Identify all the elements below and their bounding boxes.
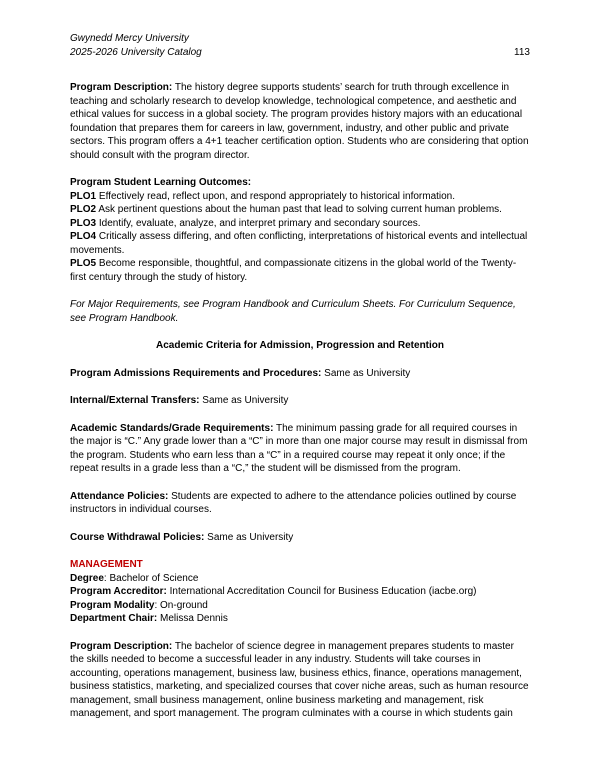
history-program-description-text: The history degree supports students’ search for truth through excellence in teaching and scholarly research to develop knowledge, technological competence, and aesthetic and ethical values for success in a global society. The program provides history majors with an educational foundation that prepares them for careers in law, government, industry, and other public and private sectors. This program offers a 4+1 teacher certification option. Students who are considering that option should consult with the program director. <box>70 82 529 161</box>
admissions-requirements-text: Same as University <box>321 367 411 379</box>
plo-item-5-label: PLO5 <box>70 258 97 269</box>
plo-item-5-text: Become responsible, thoughtful, and compassionate citizens in the global world of the Twenty-first century through the study of history. <box>70 258 517 283</box>
admissions-requirements-label: Program Admissions Requirements and Procedures: <box>70 367 322 379</box>
management-degree <box>70 572 530 586</box>
handbook-note: For Major Requirements, see Program Handbook and Curriculum Sheets. For Curriculum Sequence, see Program Handbook. <box>70 299 516 324</box>
internal-external-transfers-label: Internal/External Transfers: <box>70 395 200 406</box>
management-program-description <box>70 640 530 721</box>
management-accreditor <box>70 585 530 599</box>
plo-item-5 <box>70 257 530 284</box>
catalog-title: 2025-2026 University Catalog <box>70 46 202 58</box>
management-accreditor-text: International Accreditation Council for Business Education (iacbe.org) <box>166 586 477 597</box>
plo-heading: Program Student Learning Outcomes: <box>70 177 252 188</box>
attendance-policies <box>70 490 530 517</box>
academic-standards-label: Academic Standards/Grade Requirements: <box>70 422 274 434</box>
management-program-description-label: Program Description: <box>70 640 173 652</box>
management-program-description-text: The bachelor of science degree in management prepares students to master the skills needed to become a successful leader in any industry. Students will take courses in accounting, operations management, business law, business ethics, finance, operations management, business statistics, marketing, and specialized courses that cover niche areas, such as human resource management, small business management, online business marketing and management, risk management, and sport management. The program culminates with a course in which students gain <box>70 640 529 719</box>
plo-section <box>70 176 530 284</box>
history-program-description-label: Program Description: <box>70 82 173 93</box>
attendance-policies-text: Students are expected to adhere to the attendance policies outlined by course instructors in individual courses. <box>70 490 517 515</box>
academic-standards-text: The minimum passing grade for all required courses in the major is “C.” Any grade lower than a “C” in more than one major course may result in dismissal from the program. Students who earn less than a “C” in a required course may repeat it only once; if the repeat results in a grade less than a “C,” the student will be dismissed from the program. <box>70 422 528 474</box>
management-section <box>70 558 530 626</box>
page-header <box>70 32 530 59</box>
course-withdrawal-policies <box>70 531 530 545</box>
course-withdrawal-policies-label: Course Withdrawal Policies: <box>70 531 205 543</box>
management-degree-label: Degree <box>70 572 104 584</box>
admissions-requirements <box>70 367 530 381</box>
plo-item-3 <box>70 217 530 231</box>
plo-item-3-label: PLO3 <box>70 217 97 229</box>
page-number: 113 <box>514 46 530 58</box>
internal-external-transfers-text: Same as University <box>199 395 289 406</box>
internal-external-transfers <box>70 394 530 408</box>
management-modality <box>70 599 530 613</box>
management-modality-label: Program Modality <box>70 599 155 611</box>
management-modality-text: : On-ground <box>154 599 208 611</box>
criteria-heading: Academic Criteria for Admission, Progression and Retention <box>155 340 445 351</box>
academic-standards <box>70 422 530 476</box>
attendance-policies-label: Attendance Policies: <box>70 490 169 502</box>
plo-item-1 <box>70 190 530 204</box>
management-chair <box>70 612 530 626</box>
history-program-description <box>70 81 530 162</box>
plo-item-4-label: PLO4 <box>70 231 97 242</box>
course-withdrawal-policies-text: Same as University <box>204 531 294 543</box>
plo-item-1-label: PLO1 <box>70 190 97 202</box>
university-name: Gwynedd Mercy University <box>70 33 189 44</box>
management-accreditor-label: Program Accreditor: <box>70 586 167 597</box>
management-chair-label: Department Chair: <box>70 613 158 624</box>
plo-item-2-label: PLO2 <box>70 204 97 215</box>
management-degree-text: : Bachelor of Science <box>103 572 199 584</box>
plo-item-1-text: Effectively read, reflect upon, and respond appropriately to historical information. <box>96 190 456 202</box>
plo-item-2 <box>70 203 530 217</box>
plo-item-4 <box>70 230 530 257</box>
management-heading: MANAGEMENT <box>70 559 143 570</box>
management-chair-text: Melissa Dennis <box>157 613 228 624</box>
plo-item-3-text: Identify, evaluate, analyze, and interpret primary and secondary sources. <box>96 217 421 229</box>
plo-item-4-text: Critically assess differing, and often conflicting, interpretations of historical events and intellectual movements. <box>70 231 528 256</box>
header-left <box>70 32 202 59</box>
plo-item-2-text: Ask pertinent questions about the human past that lead to solving current human problems. <box>96 204 502 215</box>
